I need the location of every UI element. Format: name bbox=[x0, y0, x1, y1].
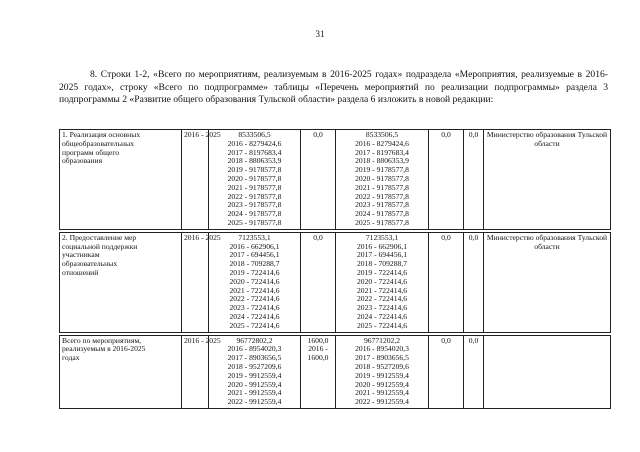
executor-cell: Министерство образования Тульской области bbox=[484, 232, 611, 332]
total-amount-cell-line: 7123553,1 bbox=[238, 232, 271, 242]
total-amount-cell-line: 2023 - 722414,6 bbox=[229, 303, 280, 313]
total-amount-cell-line: 2025 - 9178577,8 bbox=[227, 217, 282, 227]
amount-cell-col5-line: 2021 - 9178577,8 bbox=[355, 182, 409, 192]
amount-cell-col5-line: 2020 - 9912559,4 bbox=[355, 379, 409, 389]
amount-cell-col5-line: 8533506,5 bbox=[365, 130, 399, 139]
total-amount-cell-line: 2022 - 9178577,8 bbox=[227, 191, 282, 201]
total-amount-cell-line: 2024 - 722414,6 bbox=[229, 311, 280, 321]
amount-cell-col5-line: 2025 - 722414,6 bbox=[357, 320, 407, 330]
total-amount-cell-line: 96772802,2 bbox=[236, 335, 273, 345]
total-amount-cell-line: 2019 - 9912559,4 bbox=[227, 370, 282, 380]
measure-name-cell bbox=[60, 232, 182, 332]
measure-name-cell-line: участникам bbox=[62, 250, 100, 260]
amount-cell-col5 bbox=[336, 130, 429, 230]
amount-cell-col5-line: 2019 - 9178577,8 bbox=[355, 165, 409, 175]
amount-cell-col5-line: 2023 - 722414,6 bbox=[357, 303, 407, 313]
table-row bbox=[60, 335, 611, 408]
total-amount-cell-line: 2016 - 8279424,6 bbox=[227, 138, 282, 148]
amount-cell-col5-line: 2021 - 9912559,4 bbox=[355, 388, 409, 398]
page-number: 31 bbox=[315, 29, 325, 39]
total-amount-cell-line: 2022 - 9912559,4 bbox=[227, 397, 282, 407]
amount-cell-col5-line: 2018 - 8806353,9 bbox=[355, 156, 409, 166]
amount-cell-col5-line: 2023 - 9178577,8 bbox=[355, 200, 409, 210]
amount-cell-col5-line: 2022 - 9912559,4 bbox=[355, 397, 409, 407]
amount-cell-col5-line: 2021 - 722414,6 bbox=[357, 285, 407, 295]
total-amount-cell-line: 2018 - 8806353,9 bbox=[227, 156, 282, 166]
total-amount-cell bbox=[209, 130, 301, 230]
amount-cell-col4 bbox=[301, 335, 336, 408]
total-amount-cell-line: 2021 - 9912559,4 bbox=[227, 388, 282, 398]
total-amount-cell-line: 2020 - 9912559,4 bbox=[227, 379, 282, 389]
amount-cell-col4-line: 2016 - bbox=[308, 344, 328, 354]
amount-cell-col5 bbox=[336, 232, 429, 332]
measure-name-cell-line: образовательных bbox=[62, 259, 118, 269]
total-amount-cell-line: 2020 - 722414,6 bbox=[229, 276, 280, 286]
amount-cell-col4 bbox=[301, 232, 336, 332]
amount-cell-col5 bbox=[336, 335, 429, 408]
amount-cell-col6: 0,0 bbox=[429, 232, 464, 332]
amount-cell-col7: 0,0 bbox=[464, 232, 484, 332]
amount-cell-col4-line: 1600,0 bbox=[307, 353, 329, 363]
measure-name-cell bbox=[60, 130, 182, 230]
total-amount-cell bbox=[209, 232, 301, 332]
amount-cell-col4-line: 0,0 bbox=[313, 232, 323, 242]
amount-cell-col5-line: 2022 - 722414,6 bbox=[357, 294, 407, 304]
table-body bbox=[60, 130, 611, 409]
amount-cell-col7: 0,0 bbox=[464, 335, 484, 408]
total-amount-cell-line: 2021 - 9178577,8 bbox=[227, 182, 282, 192]
total-amount-cell-line: 2020 - 9178577,8 bbox=[227, 173, 282, 183]
amount-cell-col5-line: 2017 - 8903656,5 bbox=[355, 353, 409, 363]
table-row bbox=[60, 232, 611, 332]
amount-cell-col5-line: 2018 - 9527209,6 bbox=[355, 361, 409, 371]
amount-cell-col5-line: 2017 - 694456,1 bbox=[357, 250, 407, 260]
amount-cell-col5-line: 2019 - 9912559,4 bbox=[355, 370, 409, 380]
amount-cell-col5-line: 2024 - 9178577,8 bbox=[355, 209, 409, 219]
amount-cell-col5-line: 2016 - 662906,1 bbox=[357, 241, 407, 251]
measure-name-cell-line: социальной поддержки bbox=[62, 241, 138, 251]
amount-cell-col5-line: 2019 - 722414,6 bbox=[357, 267, 407, 277]
total-amount-cell-line: 2017 - 694456,1 bbox=[229, 250, 280, 260]
amount-cell-col4 bbox=[301, 130, 336, 230]
measure-name-cell-line: Всего по мероприятиям, bbox=[62, 335, 142, 345]
measure-name-cell-line: программ общего bbox=[62, 147, 120, 157]
amount-cell-col5-line: 2018 - 709288,7 bbox=[357, 259, 407, 269]
amount-cell-col5-line: 2020 - 9178577,8 bbox=[355, 173, 409, 183]
measure-name-cell bbox=[60, 335, 182, 408]
total-amount-cell-line: 2025 - 722414,6 bbox=[229, 320, 280, 330]
amount-cell-col4-line: 0,0 bbox=[313, 130, 323, 139]
measure-name-cell-line: образования bbox=[62, 156, 103, 166]
amount-cell-col5-line: 2016 - 8279424,6 bbox=[355, 138, 409, 148]
period-cell: 2016 - 2025 bbox=[182, 232, 209, 332]
amount-cell-col5-line: 2025 - 9178577,8 bbox=[355, 217, 409, 227]
table-row bbox=[60, 130, 611, 230]
measure-name-cell-line: 1. Реализация основных bbox=[62, 130, 141, 139]
total-amount-cell-line: 8533506,5 bbox=[238, 130, 271, 139]
measure-name-cell-line: общеобразовательных bbox=[62, 138, 135, 148]
executor-cell bbox=[484, 335, 611, 408]
amount-cell-col4-line: 1600,0 bbox=[307, 335, 329, 345]
amount-cell-col5-line: 2024 - 722414,6 bbox=[357, 311, 407, 321]
total-amount-cell-line: 2021 - 722414,6 bbox=[229, 285, 280, 295]
total-amount-cell-line: 2016 - 662906,1 bbox=[229, 241, 280, 251]
total-amount-cell-line: 2017 - 8903656,5 bbox=[227, 353, 282, 363]
total-amount-cell-line: 2023 - 9178577,8 bbox=[227, 200, 282, 210]
total-amount-cell bbox=[209, 335, 301, 408]
period-cell: 2016 - 2025 bbox=[182, 335, 209, 408]
amount-cell-col5-line: 7123553,1 bbox=[365, 232, 399, 242]
measures-table bbox=[59, 129, 611, 409]
measure-name-cell-line: реализуемым в 2016-2025 bbox=[62, 344, 146, 354]
amount-cell-col6: 0,0 bbox=[429, 130, 464, 230]
total-amount-cell-line: 2018 - 709288,7 bbox=[229, 259, 280, 269]
amount-cell-col7: 0,0 bbox=[464, 130, 484, 230]
amount-cell-col5-line: 2020 - 722414,6 bbox=[357, 276, 407, 286]
measure-name-cell-line: 2. Предоставление мер bbox=[62, 232, 137, 242]
total-amount-cell-line: 2019 - 9178577,8 bbox=[227, 165, 282, 175]
intro-paragraph: 8. Строки 1-2, «Всего по мероприятиям, реализуемым в 2016-2025 годах» подраздела «Мероприятия, реализуемые в 2016-2025 годах», строку «Всего по подпрограмме» таблицы «Перечень мероприятий по реализации подпрограммы» раздела 3 подпрограммы 2 «Развитие общего образования Тульской области» раздела 6 изложить в новой редакции: bbox=[59, 69, 608, 106]
amount-cell-col6: 0,0 bbox=[429, 335, 464, 408]
measure-name-cell-line: годах bbox=[62, 353, 80, 363]
total-amount-cell-line: 2017 - 8197683,4 bbox=[227, 147, 282, 157]
amount-cell-col5-line: 2022 - 9178577,8 bbox=[355, 191, 409, 201]
total-amount-cell-line: 2019 - 722414,6 bbox=[229, 267, 280, 277]
total-amount-cell-line: 2018 - 9527209,6 bbox=[227, 361, 282, 371]
amount-cell-col5-line: 2016 - 8954020,3 bbox=[355, 344, 409, 354]
total-amount-cell-line: 2024 - 9178577,8 bbox=[227, 209, 282, 219]
amount-cell-col5-line: 2017 - 8197683,4 bbox=[355, 147, 409, 157]
executor-cell: Министерство образования Тульской области bbox=[484, 130, 611, 230]
total-amount-cell-line: 2016 - 8954020,3 bbox=[227, 344, 282, 354]
total-amount-cell-line: 2022 - 722414,6 bbox=[229, 294, 280, 304]
amount-cell-col5-line: 96771202,2 bbox=[363, 335, 401, 345]
period-cell: 2016 - 2025 bbox=[182, 130, 209, 230]
measure-name-cell-line: отношений bbox=[62, 267, 99, 277]
